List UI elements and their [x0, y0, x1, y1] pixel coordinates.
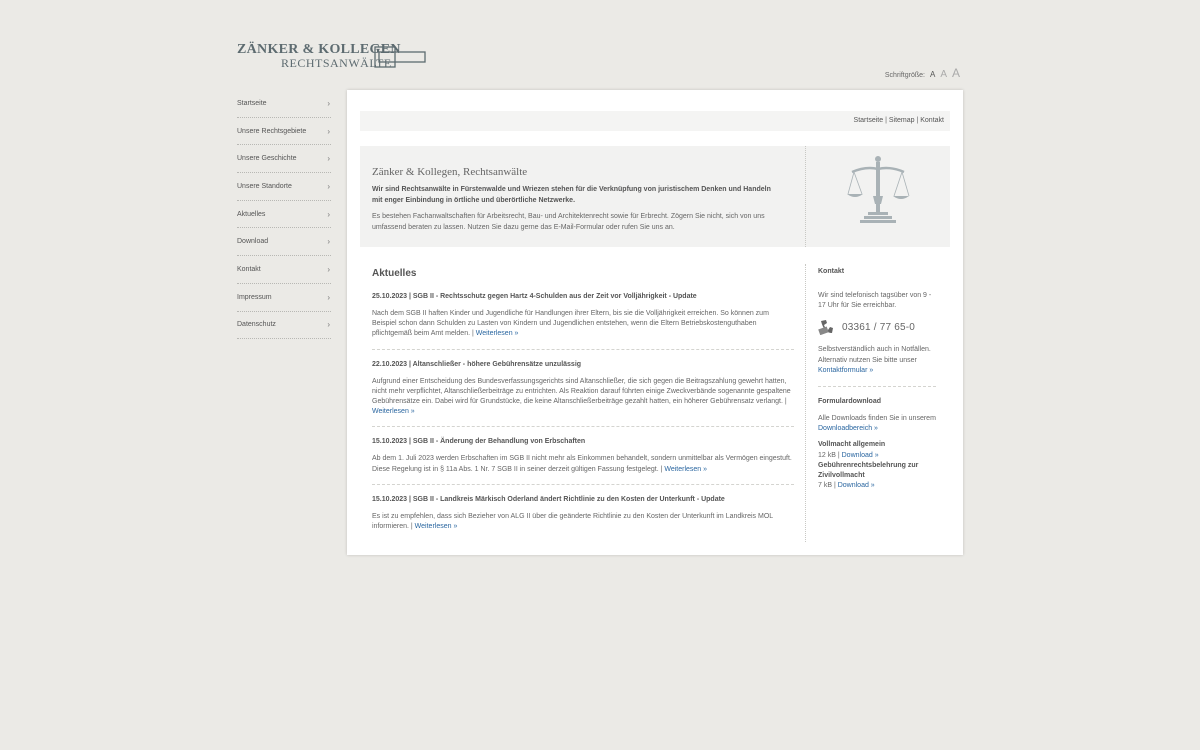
- download-title: Gebührenrechtsbelehrung zur Zivilvollmacht: [818, 461, 919, 480]
- top-link-separator: |: [914, 117, 921, 124]
- download-item: [818, 461, 936, 492]
- download-area-link[interactable]: Downloadbereich »: [818, 425, 878, 433]
- sidebar-item-label: Aktuelles: [237, 210, 266, 218]
- intro-box: [360, 146, 950, 247]
- download-title: Vollmacht allgemein: [818, 441, 886, 449]
- logo[interactable]: [237, 42, 427, 72]
- download-size: 7 kB: [818, 482, 833, 490]
- sidebar-nav: [237, 90, 331, 339]
- intro-body: Es bestehen Fachanwaltschaften für Arbeitsrecht, Bau- und Architektenrecht sowie für Erbrecht. Zögern Sie nicht, sich von uns umfassend beraten zu lassen. Nutzen Sie dazu gerne das E-Mail-Formular oder rufen Sie uns an.: [372, 213, 765, 231]
- logo-mark-icon: [374, 46, 426, 68]
- sidebar-item-standorte[interactable]: [237, 173, 331, 201]
- sidebar-item-label: Download: [237, 238, 269, 246]
- sidebar-item-datenschutz[interactable]: [237, 312, 331, 340]
- sidebar-item-impressum[interactable]: [237, 284, 331, 312]
- forms-heading: Formulardownload: [818, 398, 881, 406]
- sidebar-item-download[interactable]: [237, 228, 331, 256]
- sidebar-item-label: Datenschutz: [237, 321, 276, 329]
- article-text: Aufgrund einer Entscheidung des Bundesverfassungsgerichts sind Altanschließer, die sich gegen die Beitragszahlung gewehrt hatten, nicht mehr verpflichtet, Altanschließerbeiträge zu entrichten. Als Reaktion darauf führten einige Zweckverbände sogenannte gespaltene Gebührensätze ein. Dabei wird für Grundstücke, die keine Altanschließerbeiträge gezahlt hatten, ein höherer Gebührensatz verlangt. |: [372, 377, 791, 406]
- contact-heading: Kontakt: [818, 268, 845, 275]
- chevron-right-icon: ›: [327, 98, 330, 108]
- article-title[interactable]: 25.10.2023 | SGB II - Rechtsschutz gegen Hartz 4-Schulden aus der Zeit vor Volljährigkeit - Update: [372, 293, 697, 300]
- download-meta: [818, 451, 936, 461]
- sidebar-item-startseite[interactable]: [237, 90, 331, 118]
- forms-text: [818, 414, 936, 434]
- read-more-link[interactable]: Weiterlesen »: [475, 330, 519, 338]
- font-size-label: Schriftgröße:: [884, 72, 925, 79]
- forms-intro: Alle Downloads finden Sie in unserem: [818, 415, 936, 423]
- article-body: [372, 377, 794, 418]
- sidebar-item-rechtsgebiete[interactable]: [237, 118, 331, 146]
- article-text: Nach dem SGB II haften Kinder und Jugendliche für Handlungen ihrer Eltern, bis sie die Volljährigkeit erreichen. So können zum Beispiel schon dann Schulden zu Lasten von Kindern und Jugendlichen entstehen, wenn die Eltern Betriebskostenguthaben pflichtgemäß beim Amt melden. |: [372, 310, 769, 338]
- top-link-kontakt[interactable]: Kontakt: [920, 117, 944, 124]
- article-title[interactable]: 22.10.2023 | Altanschließer - höhere Gebührensätze unzulässig: [372, 360, 582, 368]
- emergency-text: [818, 345, 936, 376]
- intro-divider: [805, 146, 806, 247]
- chevron-right-icon: ›: [327, 237, 330, 247]
- top-link-separator: |: [883, 117, 889, 124]
- main-panel: [347, 90, 963, 555]
- phone-number[interactable]: 03361 / 77 65-0: [842, 321, 916, 333]
- chevron-right-icon: ›: [327, 154, 330, 164]
- read-more-link[interactable]: Weiterlesen »: [414, 523, 458, 531]
- download-separator: |: [832, 482, 838, 490]
- article-text: Ab dem 1. Juli 2023 werden Erbschaften im SGB II nicht mehr als Einkommen behandelt, sondern unmittelbar als Vermögen eingestuft. Diese Regelung ist in § 11a Abs. 1 Nr. 7 SGB II in seiner derzeit gültigen Fassung festgelegt. |: [372, 455, 792, 473]
- top-links-bar: [360, 111, 950, 131]
- contact-form-link[interactable]: Kontaktformular »: [818, 366, 874, 374]
- article-body: [372, 454, 794, 474]
- column-divider: [805, 264, 806, 542]
- font-size-switcher: [885, 66, 960, 80]
- download-size: 12 kB: [818, 451, 836, 459]
- read-more-link[interactable]: Weiterlesen »: [372, 408, 415, 416]
- sidebar-item-geschichte[interactable]: [237, 145, 331, 173]
- top-link-sitemap[interactable]: Sitemap: [888, 117, 915, 124]
- sidebar-item-label: Unsere Rechtsgebiete: [237, 127, 307, 135]
- top-link-startseite[interactable]: Startseite: [853, 117, 884, 124]
- scales-of-justice-icon: [846, 154, 910, 224]
- chevron-right-icon: ›: [327, 126, 330, 136]
- sidebar-item-aktuelles[interactable]: [237, 201, 331, 229]
- contact-hours-text: Wir sind telefonisch tagsüber von 9 - 17 Uhr für Sie erreichbar.: [818, 292, 932, 310]
- emergency-note: Selbstverständlich auch in Notfällen. Alternativ nutzen Sie bitte unser: [818, 346, 931, 364]
- article-title[interactable]: 15.10.2023 | SGB II - Änderung der Behandlung von Erbschaften: [372, 438, 586, 446]
- article-text: Es ist zu empfehlen, dass sich Bezieher von ALG II über die geänderte Richtlinie zu den Kosten der Unterkunft im Landkreis MOL informieren. |: [372, 512, 773, 531]
- logo-line2: RECHTSANWÄLTE: [281, 56, 392, 70]
- article-body: [372, 512, 794, 532]
- news-article: [372, 361, 794, 428]
- news-heading: Aktuelles: [372, 268, 417, 279]
- sidebar-item-kontakt[interactable]: [237, 256, 331, 284]
- chevron-right-icon: ›: [327, 320, 330, 330]
- news-article: [372, 496, 794, 541]
- font-size-medium-button[interactable]: A: [940, 69, 947, 80]
- chevron-right-icon: ›: [327, 292, 330, 302]
- sidebar-item-label: Kontakt: [237, 265, 261, 273]
- sidebar-item-label: Impressum: [237, 293, 272, 301]
- download-meta: [818, 481, 936, 491]
- intro-lead: Wir sind Rechtsanwälte in Fürstenwalde und Wriezen stehen für die Verknüpfung von juristischem Denken und Handeln mit enger Einbindung in örtliche und überörtliche Netzwerke.: [372, 186, 771, 204]
- intro-title: Zänker & Kollegen, Rechtsanwälte: [372, 166, 528, 178]
- news-article: [372, 438, 794, 484]
- font-size-large-button[interactable]: A: [951, 66, 960, 80]
- chevron-right-icon: ›: [327, 181, 330, 191]
- chevron-right-icon: ›: [327, 264, 330, 274]
- download-link[interactable]: Download »: [841, 451, 879, 459]
- telephone-icon: [818, 319, 836, 335]
- sidebar-item-label: Unsere Geschichte: [237, 155, 297, 163]
- news-article: [372, 293, 794, 350]
- chevron-right-icon: ›: [327, 209, 330, 219]
- sidebar-item-label: Unsere Standorte: [237, 182, 292, 190]
- article-body: [372, 309, 794, 340]
- font-size-small-button[interactable]: A: [929, 70, 936, 79]
- right-sidebar: [818, 268, 936, 491]
- article-title[interactable]: 15.10.2023 | SGB II - Landkreis Märkisch Oderland ändert Richtlinie zu den Kosten der Unterkunft - Update: [372, 495, 725, 503]
- download-link[interactable]: Download »: [837, 482, 875, 490]
- intro-text: [372, 166, 780, 233]
- download-separator: |: [835, 451, 842, 459]
- aside-separator: [818, 386, 936, 387]
- logo-line1: ZÄNKER & KOLLEGEN: [237, 42, 401, 57]
- phone-block: [818, 319, 936, 335]
- download-item: [818, 440, 936, 460]
- sidebar-item-label: Startseite: [237, 99, 267, 107]
- news-section: [372, 268, 794, 552]
- read-more-link[interactable]: Weiterlesen »: [664, 465, 708, 473]
